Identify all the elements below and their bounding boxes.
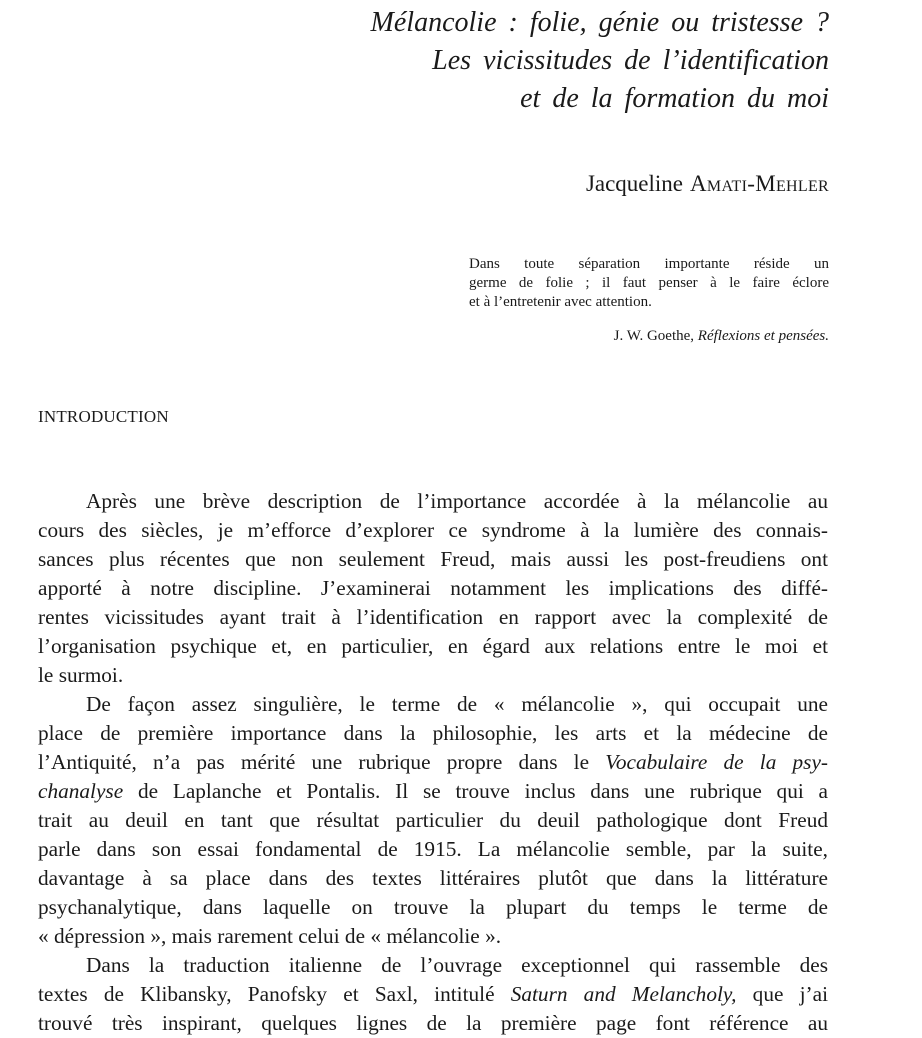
text-line: psychanalytique, dans laquelle on trouve la plupart du temps le terme de	[38, 895, 828, 919]
title-line: et de la formation du moi	[520, 83, 829, 114]
title-line: Mélancolie : folie, génie ou tristesse ?	[370, 7, 829, 38]
book-title-italic: Saturn and Melancholy,	[510, 982, 737, 1006]
text-line: rentes vicissitudes ayant trait à l’identification en rapport avec la complexité de	[38, 605, 828, 629]
text-line: cours des siècles, je m’efforce d’explorer ce syndrome à la lumière des connais-	[38, 518, 828, 542]
text-line: apporté à notre discipline. J’examinerai notamment les implications des diffé-	[38, 576, 828, 600]
paragraph	[38, 951, 828, 1038]
text-line: Après une brève description de l’importance accordée à la mélancolie au	[86, 489, 828, 513]
text-line: De façon assez singulière, le terme de « mélancolie », qui occupait une	[86, 692, 828, 716]
paragraph	[38, 487, 828, 690]
author-given-name: Jacqueline	[585, 171, 684, 196]
text-line	[38, 980, 828, 1009]
text-line: parle dans son essai fondamental de 1915. La mélancolie semble, par la suite,	[38, 837, 828, 861]
title-line: Les vicissitudes de l’identification	[432, 45, 829, 76]
paragraph	[38, 690, 828, 951]
text-line: davantage à sa place dans des textes littéraires plutôt que dans la littérature	[38, 866, 828, 890]
text-segment: textes de Klibansky, Panofsky et Saxl, intitulé	[38, 982, 511, 1006]
book-title-italic: chanalyse	[38, 779, 124, 803]
text-line: place de première importance dans la philosophie, les arts et la médecine de	[38, 721, 828, 745]
text-line	[38, 777, 828, 806]
body-text	[38, 487, 828, 1038]
text-line: Dans la traduction italienne de l’ouvrage exceptionnel qui rassemble des	[86, 953, 828, 977]
text-segment: que j’ai	[736, 982, 828, 1006]
text-line	[38, 748, 828, 777]
author-family-name: Amati-Mehler	[690, 171, 829, 196]
section-heading: INTRODUCTION	[38, 407, 169, 426]
text-line: sances plus récentes que non seulement Freud, mais aussi les post-freudiens ont	[38, 547, 828, 571]
epigraph-line: Dans toute séparation importante réside un	[469, 256, 829, 272]
epigraph-attribution-work: Réflexions et pensées.	[697, 328, 829, 344]
author-name	[586, 169, 829, 199]
text-line: le surmoi.	[38, 663, 124, 687]
epigraph-line: et à l’entretenir avec attention.	[469, 294, 652, 310]
text-line: l’organisation psychique et, en particulier, en égard aux relations entre le moi et	[38, 634, 828, 658]
text-line: trouvé très inspirant, quelques lignes de la première page font référence au	[38, 1011, 828, 1035]
text-segment: de Laplanche et Pontalis. Il se trouve inclus dans une rubrique qui a	[123, 779, 828, 803]
epigraph-line: germe de folie ; il faut penser à le faire éclore	[469, 275, 829, 291]
epigraph-attribution-author: J. W. Goethe,	[613, 328, 695, 344]
epigraph-attribution	[614, 327, 829, 346]
text-line: « dépression », mais rarement celui de « mélancolie ».	[38, 924, 502, 948]
text-segment: l’Antiquité, n’a pas mérité une rubrique propre dans le	[38, 750, 606, 774]
epigraph	[469, 255, 829, 312]
text-line: trait au deuil en tant que résultat particulier du deuil pathologique dont Freud	[38, 808, 828, 832]
article-title	[371, 4, 829, 118]
book-title-italic: Vocabulaire de la psy-	[605, 750, 828, 774]
